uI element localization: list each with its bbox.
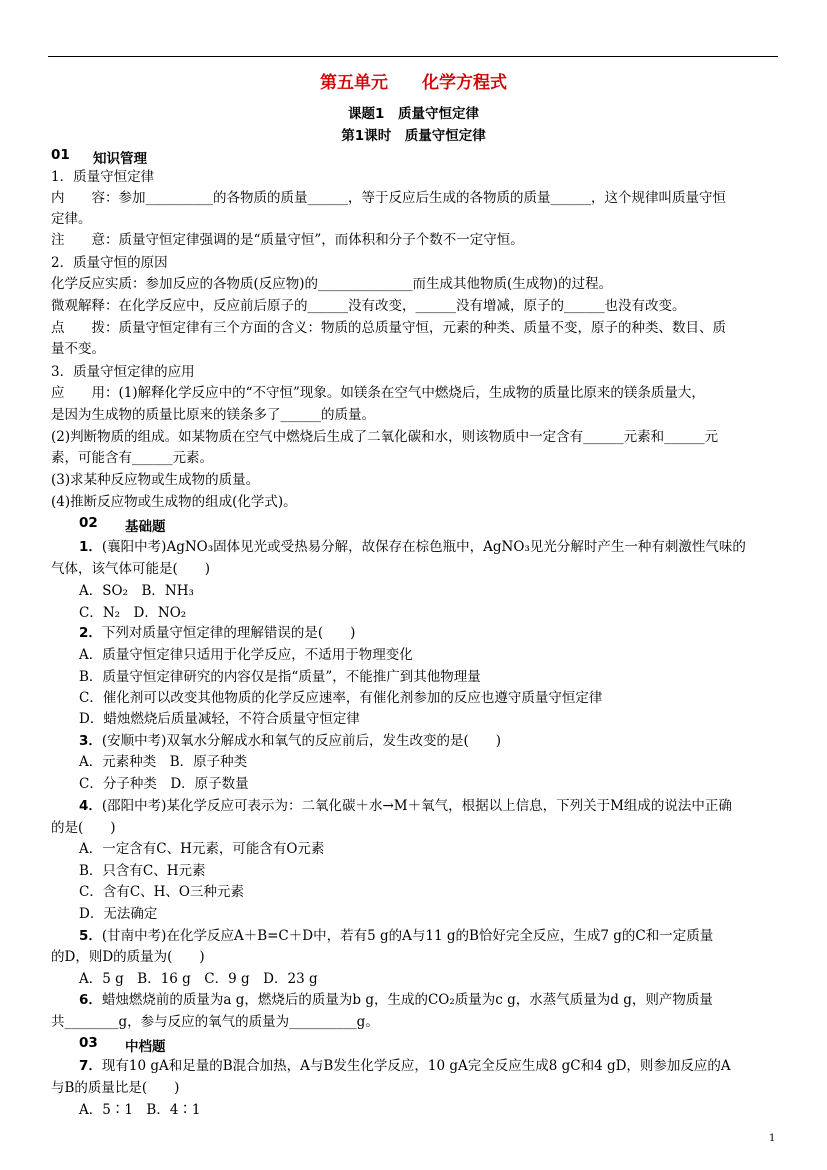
question-number: 1． (79, 539, 102, 555)
option-line: A．5∶1 B．4∶1 (79, 1102, 201, 1118)
option-line: C．N₂ D．NO₂ (79, 605, 187, 621)
section-number: 01 (51, 147, 70, 163)
text-line: 3．质量守恒定律的应用 (51, 364, 195, 380)
text-line: (4)推断反应物或生成物的组成(化学式)。 (51, 494, 297, 510)
text-line: 注 意：质量守恒定律强调的是“质量守恒”，而体积和分子个数不一定守恒。 (51, 232, 524, 248)
question-text: 与B的质量比是( ) (51, 1080, 180, 1096)
question-3 (79, 731, 501, 751)
question-text: 的是( ) (51, 820, 116, 836)
option-line: B．只含有C、H元素 (79, 863, 206, 879)
question-source: (邵阳中考) (101, 798, 167, 814)
option-line: B．质量守恒定律研究的内容仅是指“质量”，不能推广到其他物理量 (79, 669, 481, 685)
section-heading: 知识管理 (93, 151, 147, 167)
text-line: (2)判断物质的组成。如某物质在空气中燃烧后生成了二氧化碳和水，则该物质中一定含有______元素和______元 (51, 429, 719, 445)
question-text: 蜡烛燃烧前的质量为a g，燃烧后的质量为b g，生成的CO₂质量为c g，水蒸气质量为d g，则产物质量 (101, 992, 713, 1008)
question-number: 7． (79, 1058, 102, 1074)
question-text: 气体，该气体可能是( ) (51, 561, 211, 577)
question-text: 双氧水分解成水和氧气的反应前后，发生改变的是( ) (166, 733, 501, 749)
section-number: 02 (79, 515, 98, 531)
option-line: A．质量守恒定律只适用于化学反应，不适用于物理变化 (79, 647, 413, 663)
text-line: 量不变。 (51, 341, 105, 357)
unit-title: 第五单元 化学方程式 (320, 73, 507, 93)
text-line: 微观解释：在化学反应中，反应前后原子的______没有改变，______没有增减，原子的______也没有改变。 (51, 298, 686, 314)
question-2 (79, 623, 355, 643)
text-line: 点 拨：质量守恒定律有三个方面的含义：物质的总质量守恒，元素的种类、质量不变，原子的种类、数目、质 (51, 320, 726, 336)
page-number: 1 (769, 1133, 776, 1144)
text-line: 2．质量守恒的原因 (51, 255, 168, 271)
option-line: A．SO₂ B．NH₃ (79, 583, 194, 599)
option-line: C．含有C、H、O三种元素 (79, 884, 244, 900)
text-line: 应 用：(1)解释化学反应中的“不守恒”现象。如镁条在空气中燃烧后，生成物的质量比原来的镁条质量大， (51, 385, 705, 401)
option-line: A．5 g B．16 g C．9 g D．23 g (79, 971, 318, 987)
header-rule (48, 56, 778, 57)
question-text: 的D，则D的质量为( ) (51, 949, 205, 965)
question-text: 共________g，参与反应的氧气的质量为__________g。 (51, 1014, 379, 1030)
question-number: 4． (79, 798, 102, 814)
lesson-title: 课题1 质量守恒定律 (348, 106, 479, 122)
text-line: 定律。 (51, 211, 92, 227)
option-line: D．无法确定 (79, 906, 158, 922)
section-number: 03 (79, 1035, 98, 1051)
option-line: D．蜡烛燃烧后质量减轻，不符合质量守恒定律 (79, 711, 360, 727)
option-line: A．元素种类 B．原子种类 (79, 754, 248, 770)
question-number: 3． (79, 733, 102, 749)
question-5 (79, 926, 713, 946)
question-7 (79, 1056, 731, 1076)
question-number: 5． (79, 928, 102, 944)
option-line: C．催化剂可以改变其他物质的化学反应速率，有催化剂参加的反应也遵守质量守恒定律 (79, 690, 603, 706)
question-source: (襄阳中考) (101, 539, 167, 555)
option-line: A．一定含有C、H元素，可能含有O元素 (79, 841, 325, 857)
question-4 (79, 796, 732, 816)
text-line: 是因为生成物的质量比原来的镁条多了______的质量。 (51, 407, 375, 423)
text-line: 1．质量守恒定律 (51, 169, 155, 185)
question-text: 在化学反应A＋B=C＋D中，若有5 g的A与11 g的B恰好完全反应，生成7 g的C和一定质量 (166, 928, 714, 944)
text-line: 化学反应实质：参加反应的各物质(反应物)的______________而生成其他物质(生成物)的过程。 (51, 276, 613, 292)
question-6 (79, 990, 713, 1010)
text-line: (3)求某种反应物或生成物的质量。 (51, 472, 260, 488)
section-heading: 基础题 (125, 519, 166, 535)
question-1 (79, 537, 746, 557)
text-line: 内 容：参加__________的各物质的质量______，等于反应后生成的各物质的质量______，这个规律叫质量守恒 (51, 190, 726, 206)
option-line: C．分子种类 D．原子数量 (79, 776, 249, 792)
question-source: (安顺中考) (101, 733, 167, 749)
question-text: AgNO₃固体见光或受热易分解，故保存在棕色瓶中，AgNO₃见光分解时产生一种有刺激性气味的 (166, 539, 746, 555)
question-text: 某化学反应可表示为：二氧化碳＋水→M＋氧气，根据以上信息，下列关于M组成的说法中正确 (166, 798, 732, 814)
question-text: 现有10 gA和足量的B混合加热，A与B发生化学反应，10 gA完全反应生成8 gC和4 gD，则参加反应的A (101, 1058, 731, 1074)
question-source: (甘南中考) (101, 928, 167, 944)
section-heading: 中档题 (125, 1039, 166, 1055)
question-number: 2． (79, 625, 102, 641)
question-number: 6． (79, 992, 102, 1008)
text-line: 素，可能含有______元素。 (51, 450, 213, 466)
period-title: 第1课时 质量守恒定律 (341, 128, 486, 144)
question-text: 下列对质量守恒定律的理解错误的是( ) (101, 625, 356, 641)
